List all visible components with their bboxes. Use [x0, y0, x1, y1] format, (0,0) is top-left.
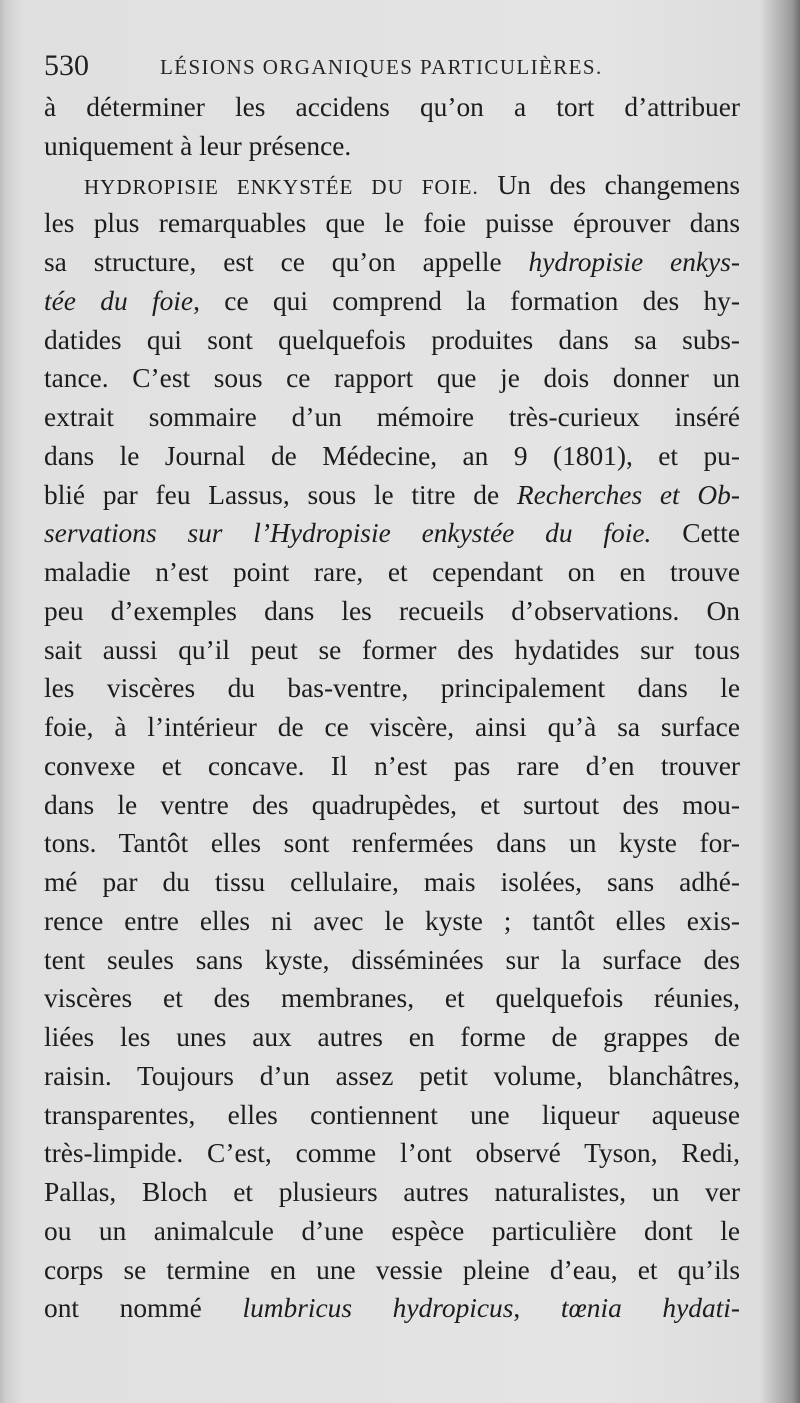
text-line: foie, à l’intérieur de ce viscère, ainsi qu’à sa surface — [44, 712, 740, 742]
text-line: dans le Journal de Médecine, an 9 (1801), et pu- — [44, 440, 740, 471]
text-line: datides qui sont quelquefois produites dans sa subs- — [44, 324, 740, 355]
text-line: les viscères du bas-ventre, principalement dans le — [44, 673, 740, 704]
text-line: sa structure, est ce qu’on appelle hydropisie enkys- — [44, 247, 740, 277]
page-header — [44, 46, 744, 86]
text-line: rence entre elles ni avec le kyste ; tantôt elles exis- — [44, 905, 740, 936]
text-line: blié par feu Lassus, sous le titre de Recherches et Ob- — [44, 479, 740, 510]
text-line: peu d’exemples dans les recueils d’observations. On — [44, 595, 740, 626]
text-line: mé par du tissu cellulaire, mais isolées, sans adhé- — [44, 867, 740, 897]
text-line: tée du foie, ce qui comprend la formation des hy- — [44, 285, 740, 316]
text-line: ou un animalcule d’une espèce particulière dont le — [44, 1215, 740, 1246]
text-line: les plus remarquables que le foie puisse éprouver dans — [44, 208, 740, 239]
text-line: maladie n’est point rare, et cependant on en trouve — [44, 557, 740, 587]
text-line: tance. C’est sous ce rapport que je dois donner un — [44, 363, 740, 394]
text-line: transparentes, elles contiennent une liqueur aqueuse — [44, 1099, 740, 1130]
body-text — [44, 88, 740, 1328]
text-line: à déterminer les accidens qu’on a tort d’attribuer — [44, 92, 740, 122]
text-line: viscères et des membranes, et quelquefois réunies, — [44, 983, 740, 1014]
text-line: convexe et concave. Il n’est pas rare d’en trouver — [44, 750, 740, 781]
text-line: tent seules sans kyste, disséminées sur la surface des — [44, 944, 740, 975]
text-line: ont nommé lumbricus hydropicus, tœnia hydati- — [44, 1293, 740, 1324]
text-line: très-limpide. C’est, comme l’ont observé Tyson, Redi, — [44, 1138, 740, 1169]
page-number: 530 — [44, 49, 89, 82]
text-line: Pallas, Bloch et plusieurs autres naturalistes, un ver — [44, 1177, 740, 1207]
section-heading: HYDROPISIE ENKYSTÉE DU FOIE. — [84, 174, 479, 199]
text-line: uniquement à leur présence. — [44, 130, 352, 161]
running-head: LÉSIONS ORGANIQUES PARTICULIÈRES. — [160, 55, 603, 79]
text-line: tons. Tantôt elles sont renfermées dans un kyste for- — [44, 828, 740, 859]
text-line: extrait sommaire d’un mémoire très-curieux inséré — [44, 402, 740, 432]
text-line: dans le ventre des quadrupèdes, et surtout des mou- — [44, 789, 740, 820]
text-line: servations sur l’Hydropisie enkystée du foie. Cette — [44, 518, 740, 549]
text-line: corps se termine en une vessie pleine d’eau, et qu’ils — [44, 1254, 740, 1285]
text-line: HYDROPISIE ENKYSTÉE DU FOIE. Un des changemens — [84, 169, 740, 200]
text-line: sait aussi qu’il peut se former des hydatides sur tous — [44, 634, 740, 665]
text-line: raisin. Toujours d’un assez petit volume, blanchâtres, — [44, 1060, 740, 1091]
text-line: liées les unes aux autres en forme de grappes de — [44, 1022, 740, 1052]
